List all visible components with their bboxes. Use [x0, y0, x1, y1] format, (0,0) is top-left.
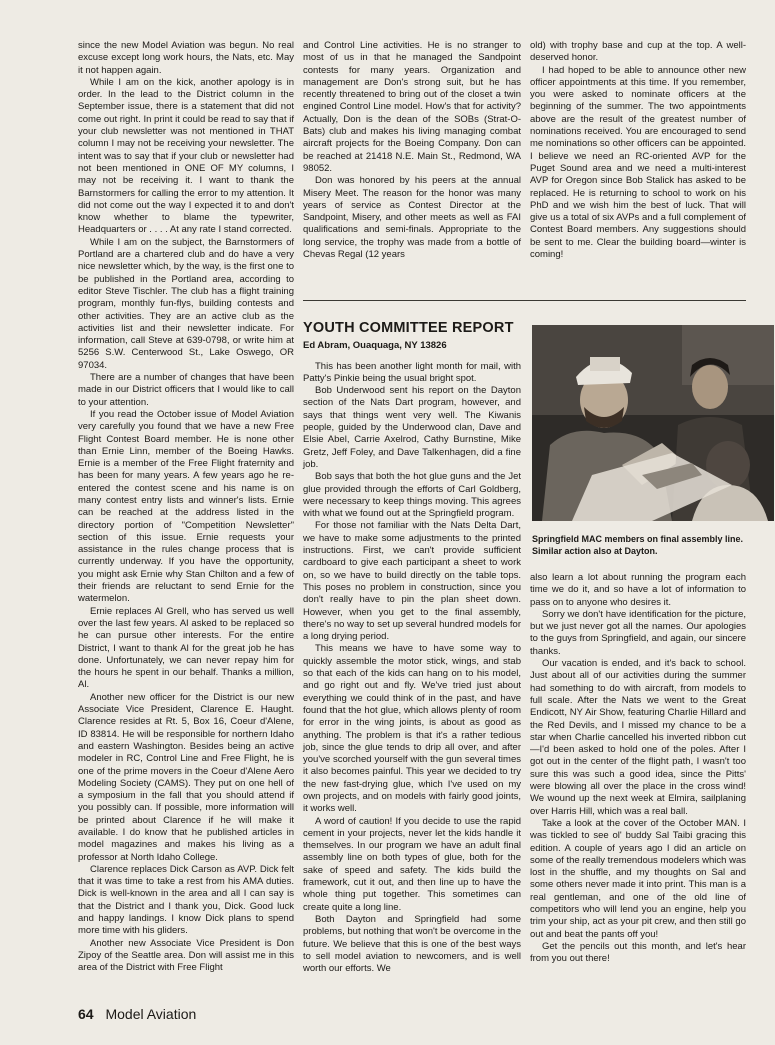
report-paragraph: For those not familiar with the Nats Delta Dart, we have to make some adjustments to the printed instructions. First, we can't provide sufficient cardboard to give each participant a sheet to work on, so we have to build directly on the table tops. This poses no problem in construction, since you don't really have to pin the plan sheet down. However, when you get to the final assembly, there's no way to set up several hundred models for a long drying period.	[303, 520, 521, 643]
paragraph: Ernie replaces Al Grell, who has served us well over the last few years. Al asked to be replaced so he can pursue other interests. For the entire District, I want to thank Al for the great job he has done. Unfortunately, we can never repay him for the hours he spent in our behalf. Thanks a million, Al.	[78, 605, 294, 691]
paragraph: I had hoped to be able to announce other new officer appointments at this time. If you remember, you were asked to nominate officers at the beginning of the summer. The two appointments above are the result of the greatest number of nominations received. You are encouraged to send me nominations so other officers can be appointed. I believe we need an RC-oriented AVP for the Puget Sound area and we need a multi-interest AVP for Oregon since Bob Stalick has asked to be replaced. He is returning to school to work on his PhD and we wish him the best of luck. That will give us a total of six AVPs and a full complement of Contest Board members. Any suggestions should be sent to me. Clear the building board—winter is coming!	[530, 64, 746, 261]
paragraph: since the new Model Aviation was begun. No real excuse except long work hours, the Nats, etc. May it not happen again.	[78, 40, 294, 76]
magazine-name: Model Aviation	[105, 1006, 197, 1022]
paragraph: Another new officer for the District is our new Associate Vice President, Clarence E. Haught. Clarence resides at Rt. 5, Box 16, Coeur d'Alene, ID 83814. He will be responsible for northern Idaho and eastern Washington. Besides being an active modeler in RC, Control Line and Free Flight, he is one of the prime movers in the Coeur d'Alene Aero Modeling Society (CAMS). They put on one hell of a symposium in the fall that you should attend if you possibly can. If possible, more information will be printed about Clarence if he will make it available. I do know that he published articles in model magazines and makes his living as a professor at North Idaho College.	[78, 691, 294, 863]
paragraph: old) with trophy base and cup at the top. A well-deserved honor.	[530, 40, 746, 64]
page-footer	[78, 1006, 204, 1022]
page-number: 64	[78, 1006, 94, 1022]
paragraph: While I am on the kick, another apology is in order. In the lead to the District column in the September issue, there is a statement that did not come out right. In print it could be read to say that if your club newsletter was not mentioned in THAT column I may not be receiving your newsletter. The intent was to say that if your club or newsletter had not been mentioned in ONE OF MY columns, I may not be receiving it. I want to thank the Barnstormers for calling the error to my attention. It did not come out the way I expected it to and don't know whether to blame the typewriter, Headquarters or . . . . At any rate I stand corrected.	[78, 76, 294, 236]
report-body	[303, 361, 521, 976]
report-paragraph: A word of caution! If you decide to use the rapid cement in your projects, never let the kids handle it themselves. In our program we have an adult final assembly line on both types of glue, both for the sake of speed and safety. The kids build the framework, cut it out, and then line up to have the whole thing put together. This sometimes can create quite a long line.	[303, 815, 521, 913]
report-paragraph: Bob says that both the hot glue guns and the Jet glue provided through the efforts of Carl Goldberg, were necessary to keep things moving. This agrees with what we found out at the Springfield program.	[303, 471, 521, 520]
report-paragraph: Bob Underwood sent his report on the Dayton section of the Nats Dart program, however, and says that things went very well. The Kiwanis people, guided by the Underwood clan, Dave and Elsie Abel, Carrie Axelrod, Cathy Burnstine, Mike Gretz, Jeff Foley, and Dave Talkenhagen, did a fine job.	[303, 385, 521, 470]
paragraph: There are a number of changes that have been made in our District officers that I would like to call to your attention.	[78, 372, 294, 408]
column-3-top	[530, 40, 746, 261]
paragraph: also learn a lot about running the program each time we do it, and so have a lot of information to pass on to anyone who desires it.	[530, 572, 746, 608]
paragraph: Another new Associate Vice President is Don Zipoy of the Seattle area. Don will assist me in this area of the District with Free Flight	[78, 937, 294, 974]
youth-committee-report	[303, 322, 521, 975]
paragraph: Sorry we don't have identification for the picture, but we just never got all the names. Our apologies to the guys from Springfield, and again, our sincere thanks.	[530, 608, 746, 657]
photo-assembly-line	[532, 325, 774, 521]
paragraph: Don was honored by his peers at the annual Misery Meet. The reason for the honor was many years of service as Contest Director at the Sandpoint, Misery, and other meets as well as FAI qualifications and semi-finals. Appropriate to the long service, the trophy was made from a bottle of Chevas Regal (12 years	[303, 175, 521, 261]
paragraph: Take a look at the cover of the October MAN. I was tickled to see ol' buddy Sal Taibi gracing this edition. A couple of years ago I did an article on some of the really tremendous modelers which was lost in the shuffle, and my thoughts on Sal and some others never made it into print. This man is a real gentleman, and one of the old line of competitors who will lend you an engine, help you trim your ship, act as your pit crew, and then still go out and beat the pants off you!	[530, 817, 746, 940]
paragraph: If you read the October issue of Model Aviation very carefully you found that we have a new Free Flight Contest Board member. He is none other than Ernie Linn, member of the Boeing Hawks. Ernie is a member of the Free Flight fraternity and has been for many years. A few years ago he re-entered the contest scene and his name is on many contest entry lists and winner's lists. Ernie can be reached at the address listed in the directory portion of "Competition Newsletter" section of this issue. Ernie requests your assistance in the rules change process that is currently underway. If you have the opportunity, you might ask Ernie why Stan Chilton and a few of their friends are reluctant to send Ernie for the watermelon.	[78, 408, 294, 605]
paragraph: Get the pencils out this month, and let's hear from you out there!	[530, 940, 746, 965]
column-1	[78, 40, 294, 975]
report-paragraph: Both Dayton and Springfield had some problems, but nothing that won't be overcome in the future. We believe that this is one of the best ways to sell model aviation to newcomers, and is well worth our efforts. We	[303, 913, 521, 975]
report-paragraph: This means we have to have some way to quickly assemble the motor stick, wings, and stab so that each of the kids can hang on to his model, and go right out and fly. We've tried just about everything we could think of in the past, and have found that the hot glue, which allows plenty of room for error in the wing joints, is about as good as anything. The problem is that it's a rather tedious job, since the glue tends to drip all over, and after you've scorched yourself with the gun several times it also becomes painful. This year we decided to try the new fast-drying glue, which I've used on my own projects, and on models with fairly good joints, it works well.	[303, 643, 521, 815]
paragraph: Clarence replaces Dick Carson as AVP. Dick felt that it was time to take a rest from his AMA duties. Dick is well-known in the area and all I can say is that the District and I thank you, Dick. Good luck and happy landings. I know Dick plans to spend more time with his gliders.	[78, 863, 294, 937]
report-title: YOUTH COMMITTEE REPORT	[303, 320, 514, 336]
paragraph: Our vacation is ended, and it's back to school. Just about all of our activities during the summer had something to do with aircraft, from models to full scale. After the Nats we went to the Great Endicott, NY Air Show, featuring Charlie Hillard and the Red Devils, and I missed my chance to be a star when Charlie cancelled his inverted ribbon cut—I'd been asked to hold one of the poles. After I got out in the center of the flight path, I wasn't too sure this was such a good idea, since the Pitts' were blowing all over the place in the cross wind! We wound up the next week at Elmira, sailplaning over Harris Hill, which was a real ball.	[530, 658, 746, 817]
paragraph: and Control Line activities. He is no stranger to most of us in that he managed the Sandpoint contests for many years. Organization and management are Don's strong suit, but he has recently threatened to bring out of the closet a twin engined Control Line model. How's that for activity? Actually, Don is the dean of the SOBs (Strat-O-Bats) club and makes his living managing combat aircraft projects for the Boeing Company. Don can be reached at 21418 N.E. Main St., Redmond, WA 98052.	[303, 40, 521, 174]
report-byline: Ed Abram, Ouaquaga, NY 13826	[303, 340, 447, 352]
section-divider	[303, 300, 746, 301]
column-2-top	[303, 40, 521, 261]
report-paragraph: This has been another light month for mail, with Patty's Pinkie being the usual bright spot.	[303, 360, 521, 384]
column-3-bottom	[530, 572, 746, 966]
paragraph: While I am on the subject, the Barnstormers of Portland are a chartered club and do have a very nice newsletter which, by the way, is the first one to be published in the Portland area, according to editor Steve Tischler. The club has a flight training program, monthly fun-flys, building contests and other activities. They are an active club as the activities list and their newsletter indicate. For information, call Steve at 639-0798, or write him at 5256 S.W. Centerwood St., Lake Oswego, OR 97034.	[78, 236, 294, 371]
photo-illustration	[532, 325, 774, 521]
photo-caption: Springfield MAC members on final assembly line. Similar action also at Dayton.	[532, 534, 744, 556]
